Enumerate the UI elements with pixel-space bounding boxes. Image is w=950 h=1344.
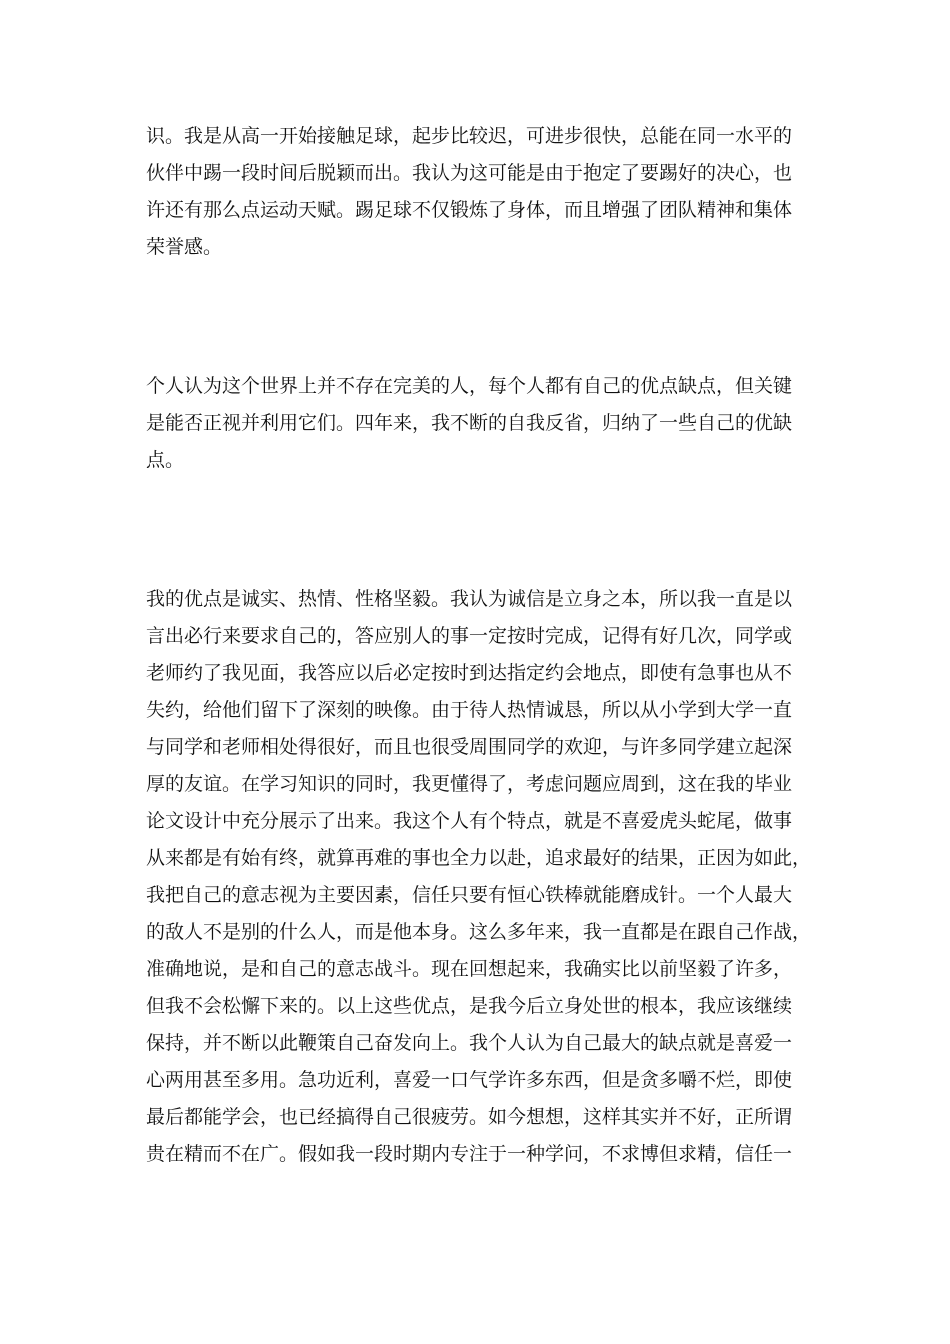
text-line: 贵在精而不在广。假如我一段时期内专注于一种学问，不求博但求精，信任一 bbox=[146, 1143, 793, 1165]
text-line: 保持，并不断以此鞭策自己奋发向上。我个人认为自己最大的缺点就是喜爱一 bbox=[146, 1032, 793, 1054]
text-line: 从来都是有始有终，就算再难的事也全力以赴，追求最好的结果，正因为如此， bbox=[146, 847, 812, 869]
text-line: 是能否正视并利用它们。四年来，我不断的自我反省，归纳了一些自己的优缺 bbox=[146, 412, 793, 434]
text-line: 许还有那么点运动天赋。踢足球不仅锻炼了身体，而且增强了团队精神和集体 bbox=[146, 199, 793, 221]
text-line: 的敌人不是别的什么人，而是他本身。这么多年来，我一直都是在跟自己作战， bbox=[146, 921, 812, 943]
text-line: 点。 bbox=[146, 449, 185, 471]
text-line: 准确地说，是和自己的意志战斗。现在回想起来，我确实比以前坚毅了许多， bbox=[146, 958, 793, 980]
text-line: 荣誉感。 bbox=[146, 236, 223, 258]
text-line: 个人认为这个世界上并不存在完美的人，每个人都有自己的优点缺点，但关键 bbox=[146, 375, 793, 397]
text-line: 我把自己的意志视为主要因素，信任只要有恒心铁棒就能磨成针。一个人最大 bbox=[146, 884, 793, 906]
text-line: 老师约了我见面，我答应以后必定按时到达指定约会地点，即使有急事也从不 bbox=[146, 662, 793, 684]
text-line: 厚的友谊。在学习知识的同时，我更懂得了，考虑问题应周到，这在我的毕业 bbox=[146, 773, 793, 795]
text-line: 最后都能学会，也已经搞得自己很疲劳。如今想想，这样其实并不好，正所谓 bbox=[146, 1106, 793, 1128]
text-line: 言出必行来要求自己的，答应别人的事一定按时完成，记得有好几次，同学或 bbox=[146, 625, 793, 647]
text-line: 心两用甚至多用。急功近利，喜爱一口气学许多东西，但是贪多嚼不烂，即使 bbox=[146, 1069, 793, 1091]
text-line: 我的优点是诚实、热情、性格坚毅。我认为诚信是立身之本，所以我一直是以 bbox=[146, 588, 793, 610]
text-line: 伙伴中踢一段时间后脱颖而出。我认为这可能是由于抱定了要踢好的决心，也 bbox=[146, 162, 793, 184]
text-line: 论文设计中充分展示了出来。我这个人有个特点，就是不喜爱虎头蛇尾，做事 bbox=[146, 810, 793, 832]
text-line: 与同学和老师相处得很好，而且也很受周围同学的欢迎，与许多同学建立起深 bbox=[146, 736, 793, 758]
text-line: 但我不会松懈下来的。以上这些优点，是我今后立身处世的根本，我应该继续 bbox=[146, 995, 793, 1017]
text-line: 识。我是从高一开始接触足球，起步比较迟，可进步很快，总能在同一水平的 bbox=[146, 125, 793, 147]
text-line: 失约，给他们留下了深刻的映像。由于待人热情诚恳，所以从小学到大学一直 bbox=[146, 699, 793, 721]
